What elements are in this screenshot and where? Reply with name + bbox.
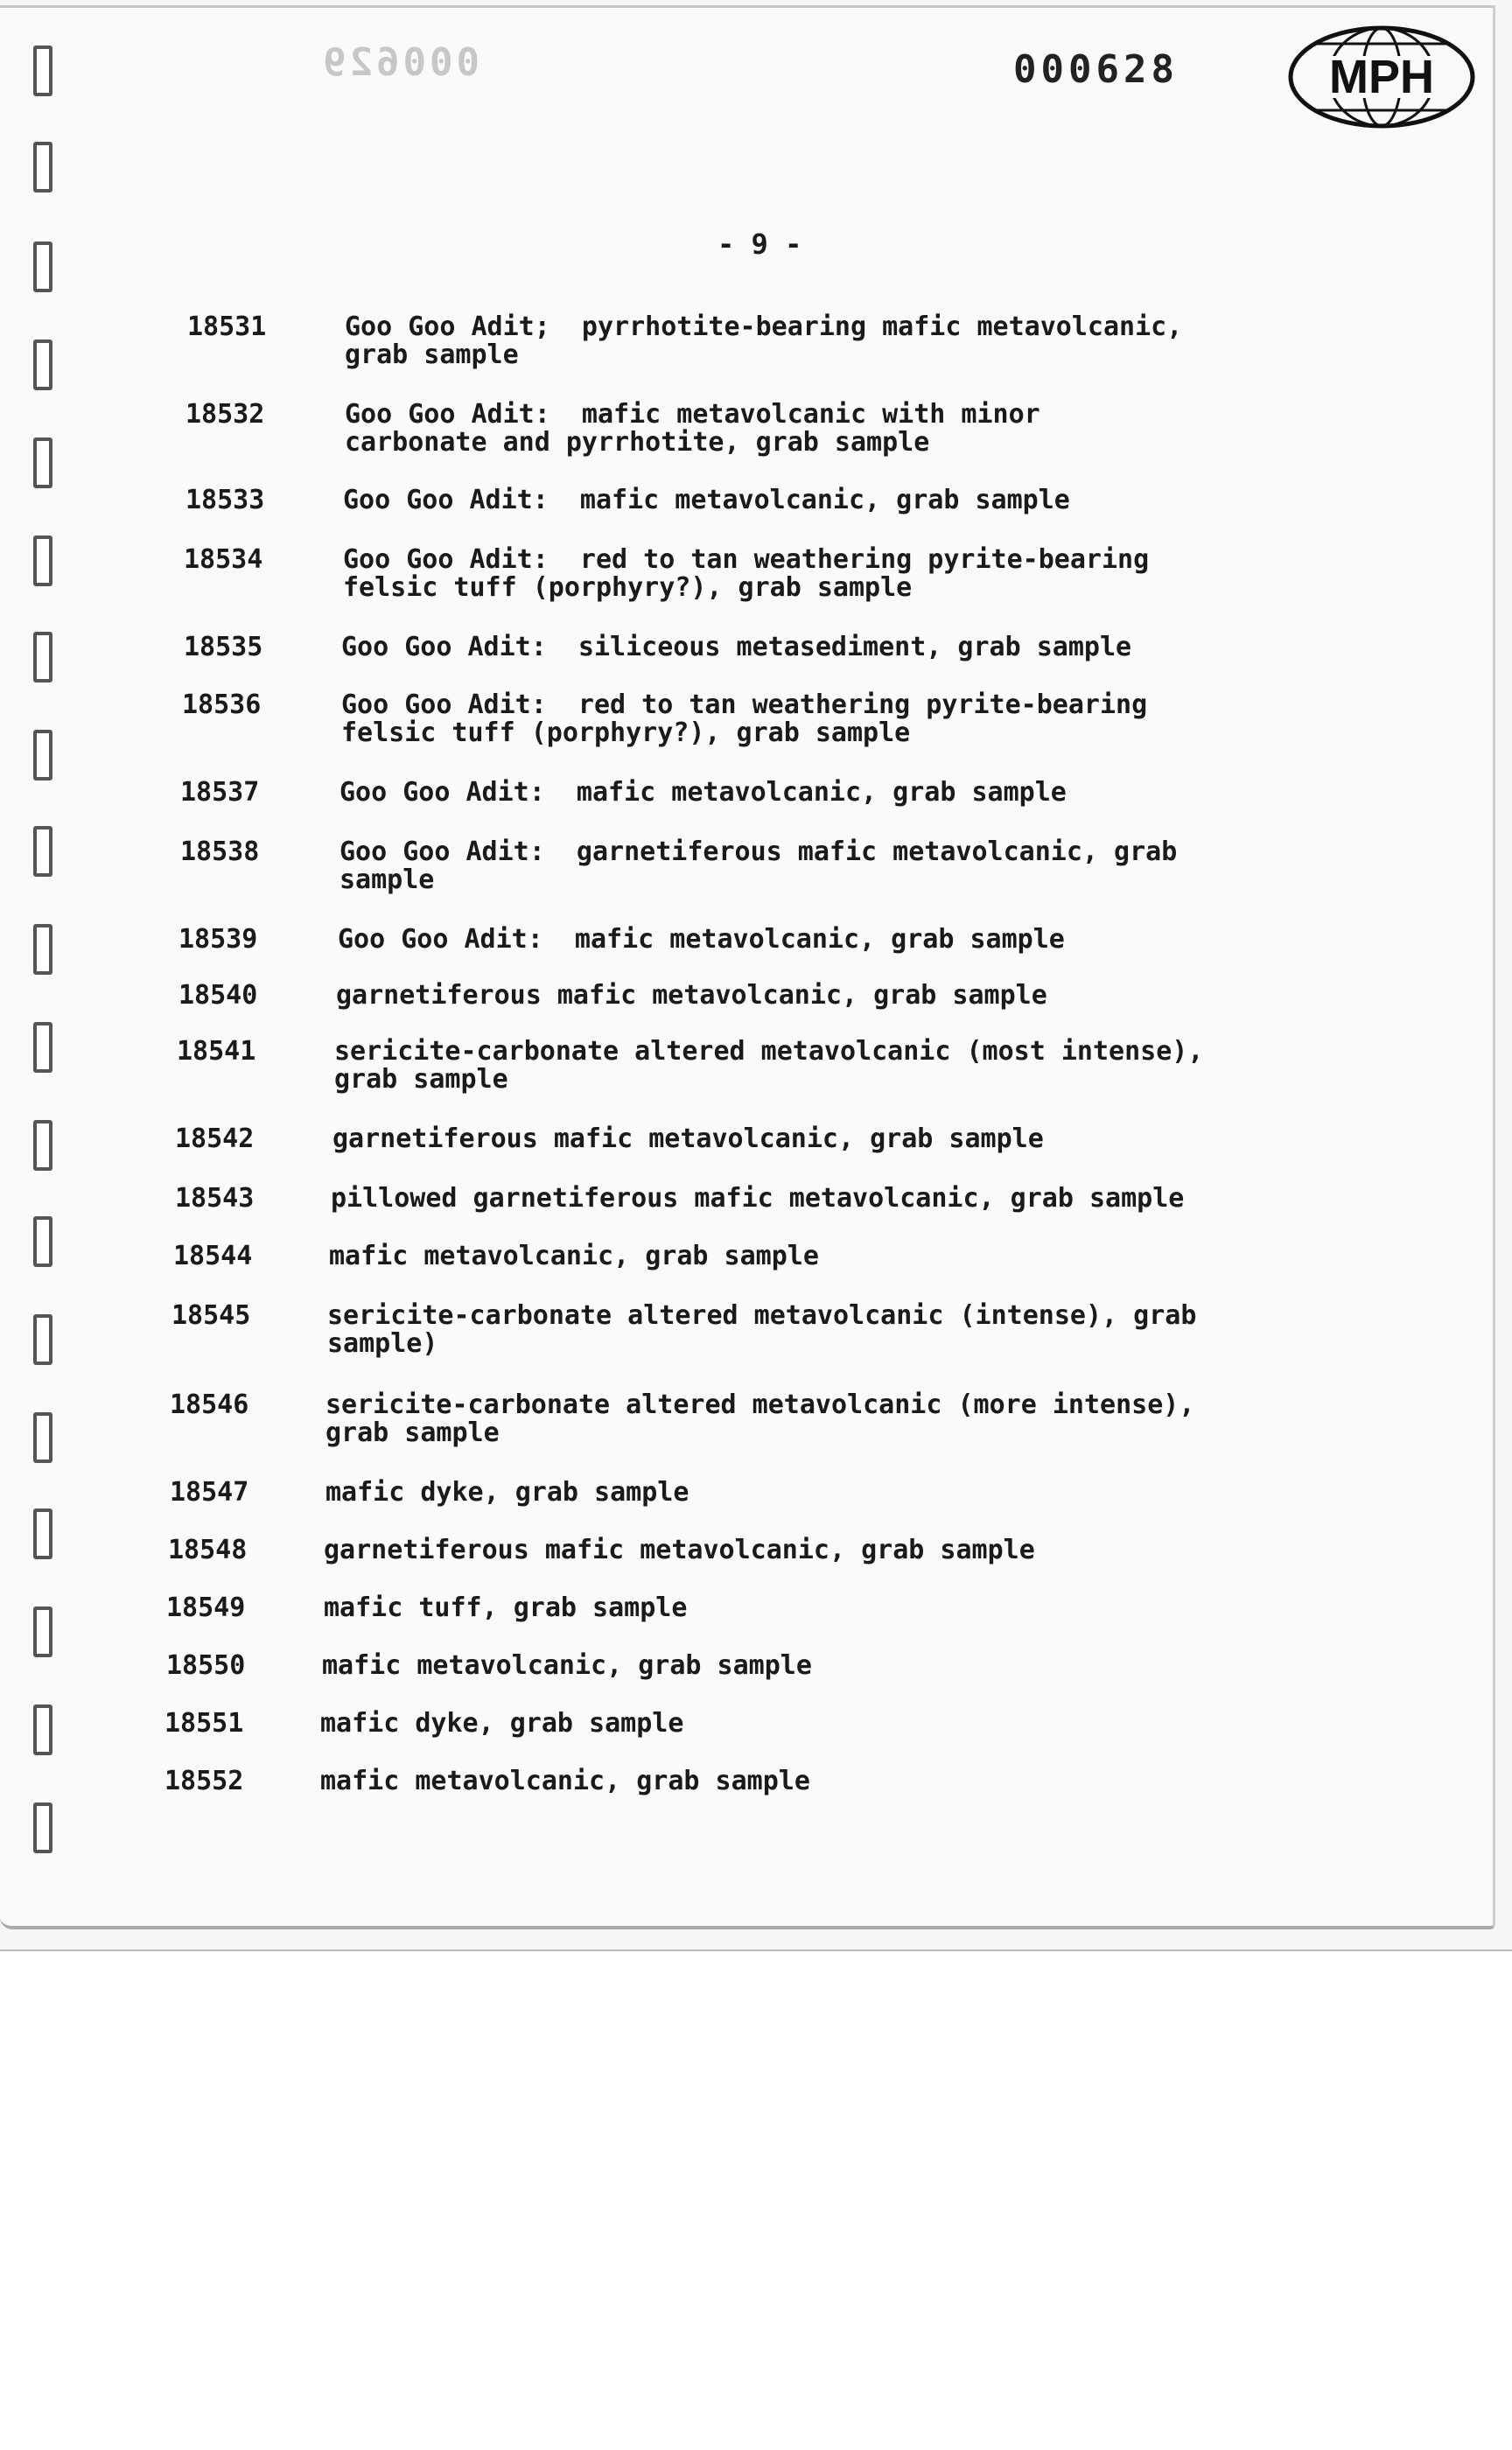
punch-hole: [33, 924, 52, 975]
sample-description: mafic metavolcanic, grab sample: [322, 1650, 812, 1681]
punch-hole: [33, 1508, 52, 1559]
sample-description: sericite-carbonate altered metavolcanic (intense), grab sample): [327, 1300, 1197, 1359]
sample-number: 18545: [172, 1300, 251, 1331]
page-number: - 9 -: [718, 228, 802, 261]
mph-logo: [1288, 24, 1475, 130]
sample-description: Goo Goo Adit: red to tan weathering pyrite-bearing felsic tuff (porphyry?), grab sample: [341, 690, 1148, 748]
sample-description: Goo Goo Adit: garnetiferous mafic metavolcanic, grab sample: [340, 836, 1178, 895]
document-number-stamp: 000628: [1013, 47, 1179, 92]
sample-number: 18538: [180, 836, 260, 867]
punch-hole: [33, 242, 52, 292]
punch-hole: [33, 46, 52, 96]
sample-description: mafic metavolcanic, grab sample: [329, 1241, 819, 1271]
sample-description: sericite-carbonate altered metavolcanic (more intense), grab sample: [326, 1390, 1195, 1448]
sample-number: 18552: [164, 1766, 244, 1796]
sample-description: Goo Goo Adit: siliceous metasediment, grab sample: [341, 632, 1132, 662]
punch-hole: [33, 1704, 52, 1755]
sample-number: 18547: [170, 1477, 249, 1508]
sample-description: Goo Goo Adit: red to tan weathering pyrite-bearing felsic tuff (porphyry?), grab sample: [343, 544, 1150, 603]
sample-number: 18548: [168, 1535, 248, 1565]
sample-number: 18541: [177, 1036, 256, 1067]
sample-description: Goo Goo Adit: mafic metavolcanic with minor carbonate and pyrrhotite, grab sample: [345, 399, 1040, 458]
sample-description: mafic metavolcanic, grab sample: [320, 1766, 810, 1796]
sample-number: 18551: [164, 1708, 244, 1739]
punch-hole: [33, 1412, 52, 1463]
punch-hole: [33, 1606, 52, 1657]
sample-number: 18540: [178, 980, 258, 1011]
sample-number: 18539: [178, 924, 258, 955]
sample-description: mafic tuff, grab sample: [324, 1592, 688, 1623]
sample-number: 18533: [186, 485, 265, 515]
sample-number: 18546: [170, 1390, 249, 1420]
punch-hole: [33, 730, 52, 780]
bleed-through-stamp: 000629: [319, 40, 480, 85]
punch-hole: [33, 1802, 52, 1853]
sample-description: mafic dyke, grab sample: [320, 1708, 684, 1739]
sample-number: 18534: [184, 544, 263, 575]
punch-hole: [33, 1314, 52, 1365]
punch-hole: [33, 340, 52, 390]
sample-description: pillowed garnetiferous mafic metavolcanic, grab sample: [331, 1183, 1185, 1214]
sample-number: 18536: [182, 690, 262, 720]
sample-description: Goo Goo Adit: mafic metavolcanic, grab sample: [343, 485, 1070, 515]
punch-hole: [33, 438, 52, 488]
sample-number: 18531: [187, 312, 267, 342]
sample-number: 18544: [173, 1241, 253, 1271]
sample-number: 18549: [166, 1592, 246, 1623]
punch-hole: [33, 826, 52, 877]
sample-description: mafic dyke, grab sample: [326, 1477, 690, 1508]
sample-description: Goo Goo Adit; pyrrhotite-bearing mafic metavolcanic, grab sample: [345, 312, 1183, 370]
sample-description: sericite-carbonate altered metavolcanic (most intense), grab sample: [334, 1036, 1204, 1095]
sample-number: 18537: [180, 777, 260, 808]
page-edge: [0, 5, 1495, 1929]
punch-hole: [33, 1216, 52, 1267]
sample-number: 18542: [175, 1124, 255, 1154]
punch-hole: [33, 536, 52, 586]
sample-description: Goo Goo Adit: mafic metavolcanic, grab sample: [340, 777, 1067, 808]
logo-text: MPH: [1329, 51, 1434, 103]
sample-description: garnetiferous mafic metavolcanic, grab sample: [332, 1124, 1044, 1154]
punch-hole: [33, 632, 52, 682]
sample-number: 18550: [166, 1650, 246, 1681]
sample-description: garnetiferous mafic metavolcanic, grab sample: [324, 1535, 1035, 1565]
sample-description: garnetiferous mafic metavolcanic, grab sample: [336, 980, 1047, 1011]
sample-description: Goo Goo Adit: mafic metavolcanic, grab sample: [338, 924, 1065, 955]
sample-number: 18532: [186, 399, 265, 430]
sample-number: 18535: [184, 632, 263, 662]
punch-hole: [33, 142, 52, 192]
punch-hole: [33, 1120, 52, 1171]
sample-number: 18543: [175, 1183, 255, 1214]
punch-hole: [33, 1022, 52, 1073]
